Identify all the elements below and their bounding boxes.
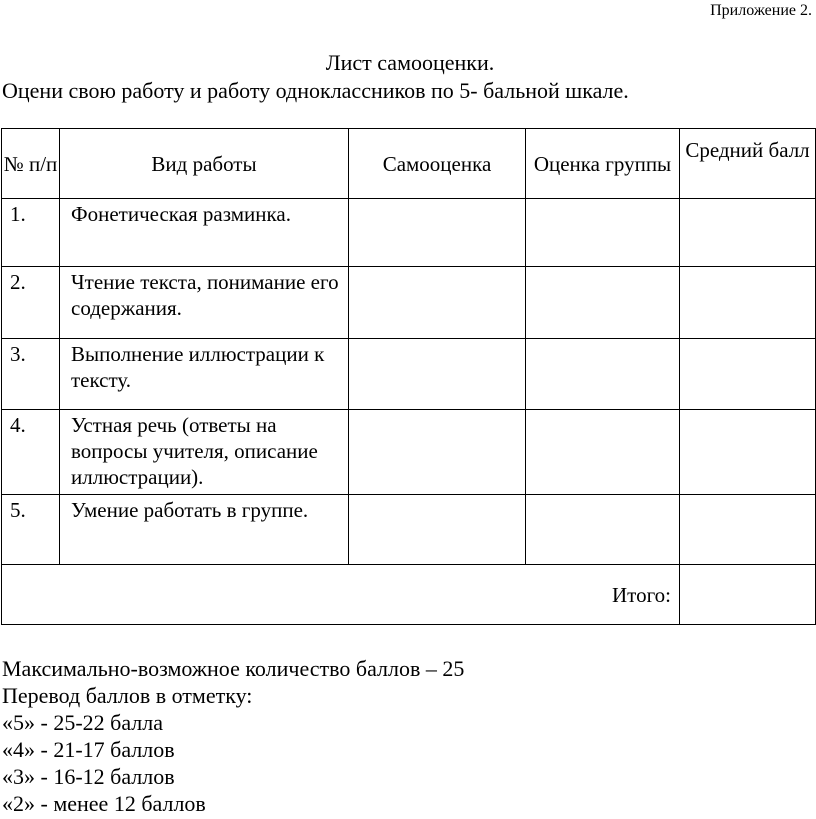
row-avg-cell	[680, 410, 816, 495]
table-total-row	[2, 565, 816, 625]
row-avg-cell	[680, 495, 816, 565]
row-group-cell	[526, 199, 680, 267]
row-num: 1.	[2, 199, 60, 267]
header-self: Самооценка	[349, 129, 526, 199]
row-self-cell	[349, 199, 526, 267]
grade-line: «2» - менее 12 баллов	[2, 791, 206, 816]
row-work: Фонетическая разминка.	[60, 199, 349, 267]
row-avg-cell	[680, 339, 816, 410]
conversion-title: Перевод баллов в отметку:	[2, 683, 253, 708]
page-subtitle: Оцени свою работу и работу одноклассников по 5- бальной шкале.	[2, 78, 629, 103]
grade-line: «4» - 21-17 баллов	[2, 737, 175, 762]
table-row	[2, 199, 816, 267]
row-group-cell	[526, 267, 680, 339]
table-row	[2, 495, 816, 565]
table-header-row	[2, 129, 816, 199]
row-work: Умение работать в группе.	[60, 495, 349, 565]
row-num: 4.	[2, 410, 60, 495]
row-group-cell	[526, 410, 680, 495]
self-assessment-table	[1, 128, 816, 625]
table-row	[2, 410, 816, 495]
row-self-cell	[349, 267, 526, 339]
header-work: Вид работы	[60, 129, 349, 199]
row-num: 2.	[2, 267, 60, 339]
total-value-cell	[680, 565, 816, 625]
row-group-cell	[526, 495, 680, 565]
header-group: Оценка группы	[526, 129, 680, 199]
row-num: 5.	[2, 495, 60, 565]
row-self-cell	[349, 339, 526, 410]
table-row	[2, 267, 816, 339]
row-work: Выполнение иллюстрации к тексту.	[60, 339, 349, 410]
max-points-text: Максимально-возможное количество баллов – 25	[2, 656, 465, 681]
total-label: Итого:	[2, 565, 680, 625]
row-avg-cell	[680, 199, 816, 267]
header-avg: Средний балл	[680, 129, 816, 199]
header-num: № п/п	[2, 129, 60, 199]
row-group-cell	[526, 339, 680, 410]
grade-line: «3» - 16-12 баллов	[2, 764, 175, 789]
grading-notes	[2, 655, 464, 817]
row-self-cell	[349, 410, 526, 495]
row-work: Устная речь (ответы на вопросы учителя, описание иллюстрации).	[60, 410, 349, 495]
table-row	[2, 339, 816, 410]
grade-line: «5» - 25-22 балла	[2, 710, 164, 735]
page-title: Лист самооценки.	[325, 50, 495, 75]
row-work: Чтение текста, понимание его содержания.	[60, 267, 349, 339]
row-avg-cell	[680, 267, 816, 339]
row-num: 3.	[2, 339, 60, 410]
row-self-cell	[349, 495, 526, 565]
appendix-label: Приложение 2.	[710, 2, 812, 19]
